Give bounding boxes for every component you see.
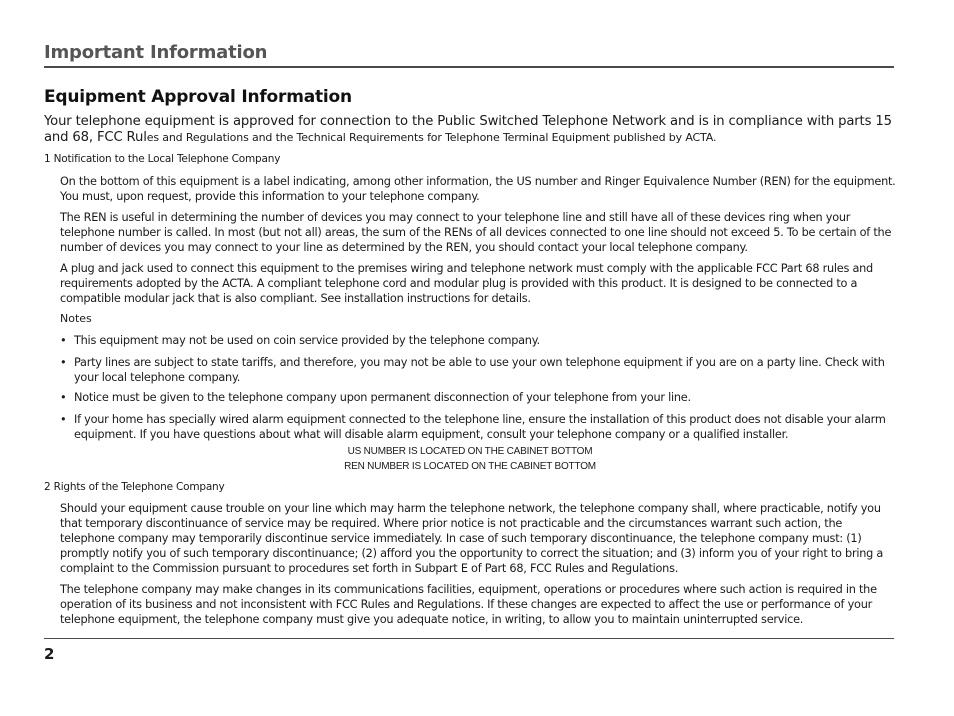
- note-item-text: Party lines are subject to state tariffs, and therefore, you may not be able to use your own telephone equipment if you are on a party line. Check with your local telephone company.: [74, 356, 885, 384]
- notes-label: Notes: [60, 312, 92, 325]
- intro-text-large: Your telephone equipment is approved for connection to the Public Switched Telephone Network and is in compliance with parts 15 and 68, FCC Rul: [44, 114, 892, 145]
- subsection-title-notification: 1 Notification to the Local Telephone Company: [44, 153, 281, 165]
- bullet-icon: •: [60, 356, 67, 369]
- paragraph-plug-jack: A plug and jack used to connect this equipment to the premises wiring and telephone network must comply with the applicable FCC Part 68 rules and requirements adopted by the ACTA. A compliant telephone cord and modular plug is provided with this product. It is designed to be connected to a compatible modular jack that is also compliant. See installation instructions for details.: [60, 262, 873, 305]
- subsection-title-rights: 2 Rights of the Telephone Company: [44, 481, 225, 493]
- paragraph-label-info: On the bottom of this equipment is a label indicating, among other information, the US number and Ringer Equivalence Number (REN) for the equipment. You must, upon request, provide this information to your telephone company.: [60, 175, 896, 203]
- note-item-text: If your home has specially wired alarm equipment connected to the telephone line, ensure the installation of this product does not disable your alarm equipment. If you have questions about what will disable alarm equipment, consult your telephone company or a qualified installer.: [74, 413, 886, 441]
- note-item: [60, 412, 896, 442]
- header-rule: [44, 66, 894, 68]
- us-number-label: US NUMBER IS LOCATED ON THE CABINET BOTTOM: [347, 446, 593, 457]
- note-item: [60, 390, 896, 405]
- footer-rule: [44, 638, 894, 639]
- bullet-icon: •: [60, 413, 67, 426]
- section-title: Equipment Approval Information: [44, 87, 352, 107]
- note-item: [60, 355, 896, 385]
- ren-number-label: REN NUMBER IS LOCATED ON THE CABINET BOTTOM: [344, 461, 596, 472]
- paragraph-trouble: Should your equipment cause trouble on your line which may harm the telephone network, the telephone company shall, where practicable, notify you that temporary discontinuance of service may be required. Where prior notice is not practicable and the circumstances warrant such action, the telephone company may temporarily discontinue service immediately. In case of such temporary discontinuance, the telephone company must: (1) promptly notify you of such temporary discontinuance; (2) afford you the opportunity to correct the situation; and (3) inform you of your right to bring a complaint to the Commission pursuant to procedures set forth in Subpart E of Part 68, FCC Rules and Regulations.: [60, 502, 884, 575]
- note-item-text: This equipment may not be used on coin service provided by the telephone company.: [74, 334, 540, 347]
- note-item: [60, 333, 896, 348]
- intro-text-small: es and Regulations and the Technical Requirements for Telephone Terminal Equipment published by ACTA.: [146, 131, 717, 144]
- bullet-icon: •: [60, 334, 67, 347]
- paragraph-ren: The REN is useful in determining the number of devices you may connect to your telephone line and still have all of these devices ring when your telephone number is called. In most (but not all) areas, the sum of the RENs of all devices connected to one line should not exceed 5. To be certain of the number of devices you may connect to your line as determined by the REN, you should contact your local telephone company.: [60, 211, 892, 254]
- paragraph-changes: The telephone company may make changes in its communications facilities, equipment, operations or procedures where such action is required in the operation of its business and not inconsistent with FCC Rules and Regulations. If these changes are expected to affect the use or performance of your telephone equipment, the telephone company must give you adequate notice, in writing, to allow you to maintain uninterrupted service.: [60, 583, 877, 626]
- bullet-icon: •: [60, 391, 67, 404]
- intro-paragraph: [44, 114, 904, 146]
- page-number: 2: [44, 645, 55, 663]
- header-title: Important Information: [44, 42, 268, 63]
- note-item-text: Notice must be given to the telephone company upon permanent disconnection of your telephone from your line.: [74, 391, 691, 404]
